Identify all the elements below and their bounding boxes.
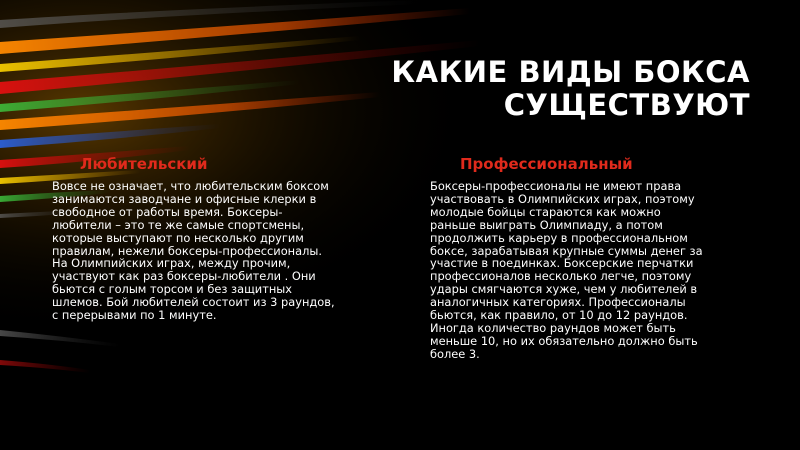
professional-description: Боксеры-профессионалы не имеют права участвовать в Олимпийских играх, поэтому молодые бойцы стараются как можно раньше выиграть Олимпиаду, а потом продолжить карьеру в профессиональном боксе, зарабатывая крупные суммы денег за участие в поединках. Боксерские перчатки профессионалов несколько легче, поэтому удары смягчаются хуже, чем у любителей в аналогичных категориях. Профессионалы бьются, как правило, от 10 до 12 раундов. Иногда количество раундов может быть меньше 10, но их обязательно должно быть более 3.	[430, 179, 703, 361]
slide-title-line-1: КАКИЕ ВИДЫ БОКСА	[391, 55, 750, 89]
amateur-heading: Любительский	[80, 155, 208, 173]
amateur-description: Вовсе не означает, что любительским боксом занимаются заводчане и офисные клерки в свободное от работы время. Боксеры-любители – это те же самые спортсмены, которые выступают по несколько другим правилам, нежели боксеры-профессионалы. На Олимпийских играх, между прочим, участвуют как раз боксеры-любители . Они бьются с голым торсом и без защитных шлемов. Бой любителей состоит из 3 раундов, с перерывами по 1 минуте.	[52, 179, 335, 323]
slide-title	[270, 56, 750, 122]
slide-title-line-2: СУЩЕСТВУЮТ	[503, 88, 750, 122]
professional-heading: Профессиональный	[460, 155, 633, 173]
